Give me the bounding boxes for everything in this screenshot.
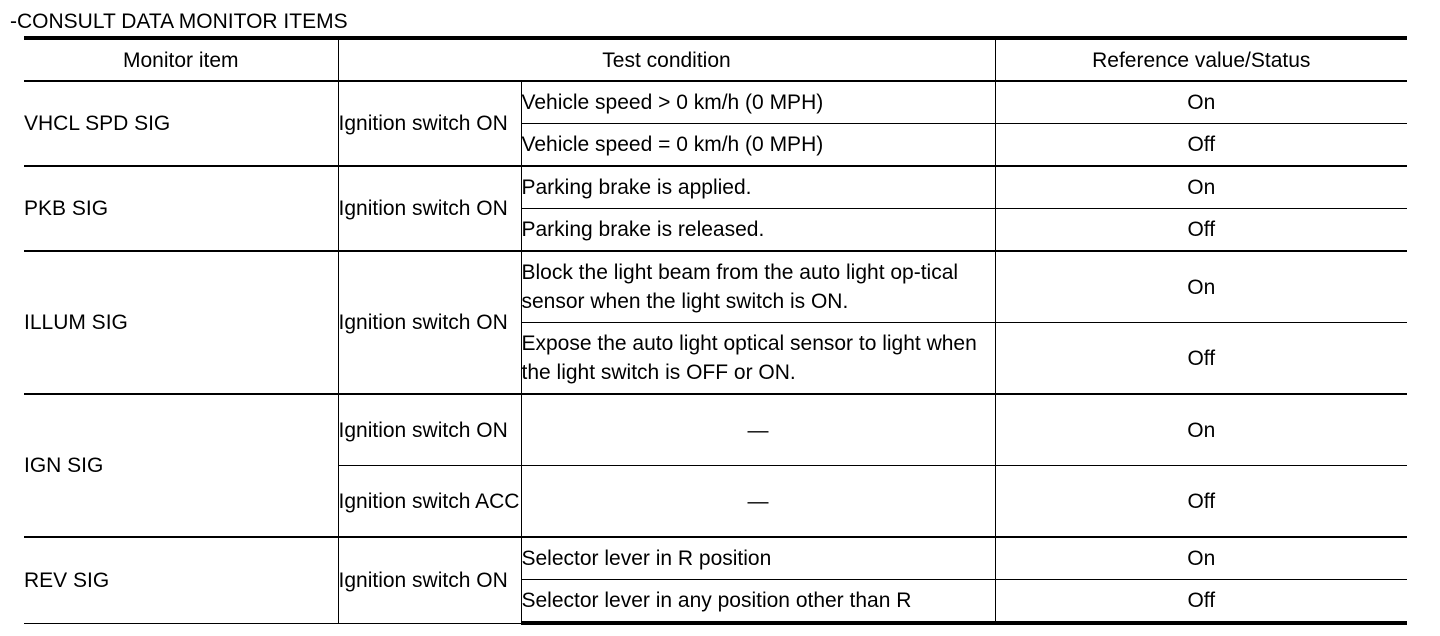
test-condition-cell: Block the light beam from the auto light op-tical sensor when the light switch is ON. (521, 251, 995, 323)
table-row (24, 81, 1407, 124)
table-header-row (24, 38, 1407, 81)
ignition-condition-cell: Ignition switch ACC (338, 466, 521, 538)
reference-value-cell: Off (995, 466, 1407, 538)
test-condition-cell: Selector lever in R position (521, 537, 995, 580)
test-condition-cell: — (521, 466, 995, 538)
page-title: -CONSULT DATA MONITOR ITEMS (10, 10, 348, 33)
monitor-item-cell: PKB SIG (24, 166, 338, 251)
ignition-condition-cell: Ignition switch ON (338, 394, 521, 466)
monitor-item-cell: VHCL SPD SIG (24, 81, 338, 166)
test-condition-cell: Vehicle speed > 0 km/h (0 MPH) (521, 81, 995, 124)
ignition-condition-cell: Ignition switch ON (338, 251, 521, 394)
test-condition-cell: Parking brake is released. (521, 209, 995, 252)
test-condition-cell: Vehicle speed = 0 km/h (0 MPH) (521, 124, 995, 167)
test-condition-cell: Expose the auto light optical sensor to light when the light switch is OFF or ON. (521, 323, 995, 395)
test-condition-cell: Selector lever in any position other than R (521, 580, 995, 624)
reference-value-cell: On (995, 166, 1407, 209)
table-row (24, 251, 1407, 323)
ignition-condition-cell: Ignition switch ON (338, 537, 521, 623)
reference-value-cell: On (995, 251, 1407, 323)
ignition-condition-cell: Ignition switch ON (338, 81, 521, 166)
table-row (24, 394, 1407, 466)
reference-value-cell: Off (995, 323, 1407, 395)
table-row (24, 537, 1407, 580)
header-test-condition: Test condition (338, 38, 995, 81)
reference-value-cell: Off (995, 124, 1407, 167)
ignition-condition-cell: Ignition switch ON (338, 166, 521, 251)
monitor-item-cell: ILLUM SIG (24, 251, 338, 394)
test-condition-cell: Parking brake is applied. (521, 166, 995, 209)
reference-value-cell: Off (995, 209, 1407, 252)
reference-value-cell: Off (995, 580, 1407, 624)
test-condition-cell: — (521, 394, 995, 466)
table-row (24, 166, 1407, 209)
monitor-items-table (24, 36, 1407, 625)
reference-value-cell: On (995, 81, 1407, 124)
header-reference-value: Reference value/Status (995, 38, 1407, 81)
reference-value-cell: On (995, 537, 1407, 580)
reference-value-cell: On (995, 394, 1407, 466)
monitor-item-cell: IGN SIG (24, 394, 338, 537)
monitor-item-cell: REV SIG (24, 537, 338, 623)
header-monitor-item: Monitor item (24, 38, 338, 81)
